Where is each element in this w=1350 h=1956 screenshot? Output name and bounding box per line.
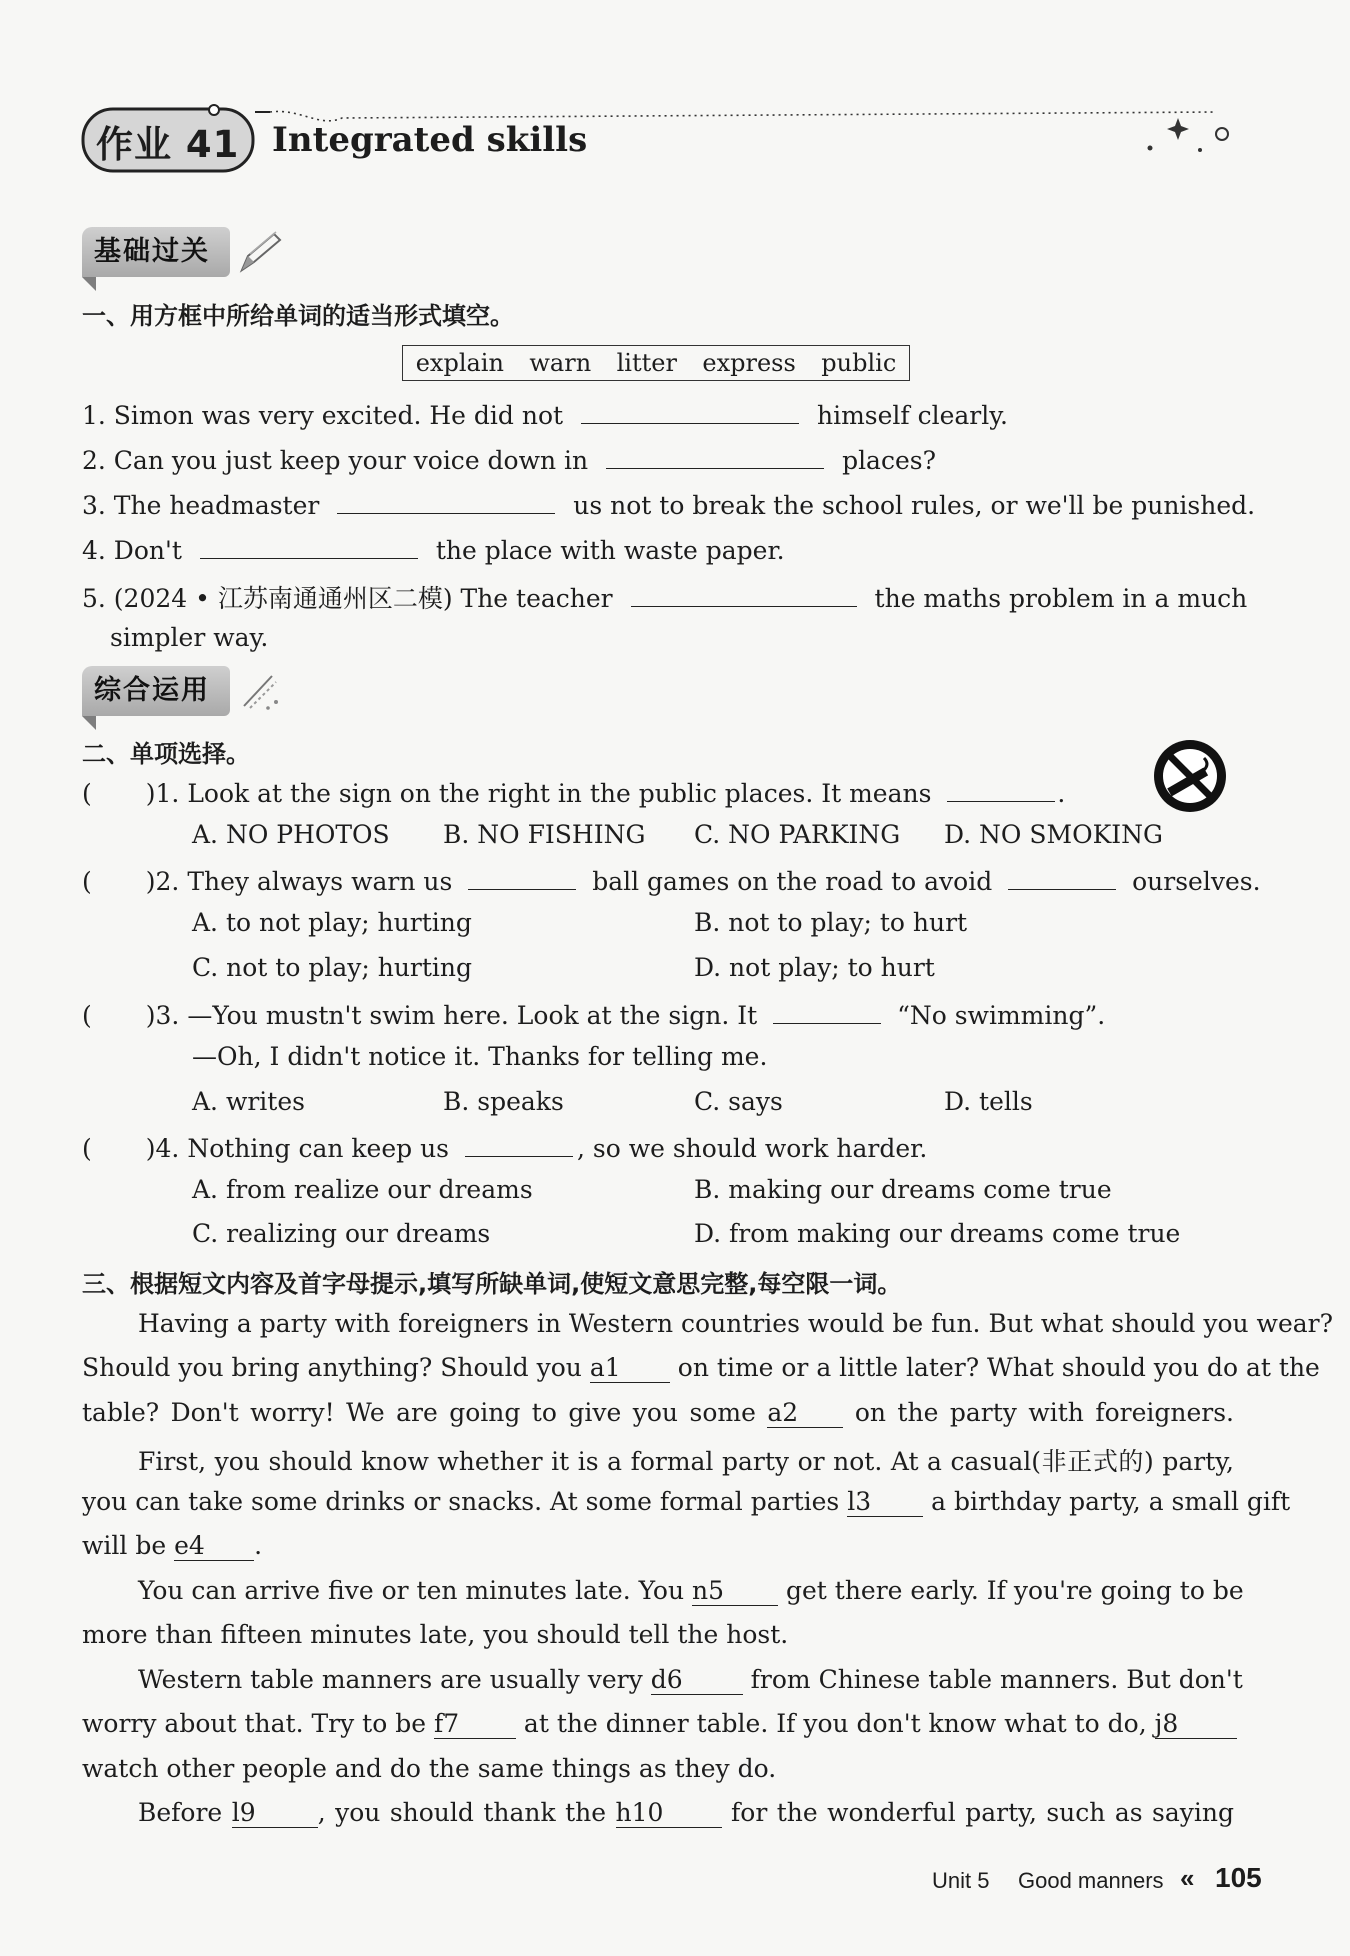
section-tag-comprehensive: 综合运用 — [82, 666, 230, 716]
cloze-blank-8[interactable]: j 8 — [1155, 1709, 1237, 1739]
passage-line: Before l 9 , you should thank the h 10 for the wonderful party, such as saying — [138, 1798, 1234, 1827]
q1-option-a[interactable]: A. NO PHOTOS — [192, 820, 390, 849]
word-warn: warn — [529, 349, 592, 377]
q1-option-c[interactable]: C. NO PARKING — [694, 820, 901, 849]
word-public: public — [821, 349, 897, 377]
passage-line: Western table manners are usually very d 6 from Chinese table manners. But don't — [138, 1665, 1243, 1694]
double-chevron-left-icon: « — [1180, 1863, 1195, 1893]
answer-blank[interactable] — [581, 398, 799, 424]
passage-line: more than fifteen minutes late, you should tell the host. — [82, 1620, 789, 1649]
answer-blank[interactable] — [773, 998, 881, 1024]
word-express: express — [702, 349, 796, 377]
homework-badge: 作业 41 — [96, 123, 240, 166]
cloze-blank-5[interactable]: n 5 — [692, 1576, 778, 1606]
q4-option-a[interactable]: A. from realize our dreams — [192, 1175, 533, 1204]
passage-line: worry about that. Try to be f 7 at the dinner table. If you don't know what to do, j 8 — [82, 1709, 1234, 1739]
q3-reply: —Oh, I didn't notice it. Thanks for telling me. — [192, 1042, 768, 1071]
tag-fold — [82, 277, 96, 291]
section1-heading: 一、用方框中所给单词的适当形式填空。 — [82, 302, 514, 330]
cloze-blank-1[interactable]: a 1 — [590, 1353, 670, 1383]
question-2: ( )2. They always warn us ball games on the road to avoid ourselves. — [82, 864, 1261, 896]
q2-option-b[interactable]: B. not to play; to hurt — [694, 908, 968, 937]
passage-line: You can arrive five or ten minutes late. You n 5 get there early. If you're going to be — [138, 1576, 1244, 1605]
footer-title: Good manners — [1018, 1868, 1164, 1893]
section-tag-basic: 基础过关 — [82, 227, 230, 277]
cloze-blank-7[interactable]: f 7 — [434, 1709, 516, 1739]
q4-option-c[interactable]: C. realizing our dreams — [192, 1219, 491, 1248]
passage-line: First, you should know whether it is a formal party or not. At a casual(非正式的) party, — [138, 1447, 1234, 1476]
cloze-blank-6[interactable]: d 6 — [651, 1665, 743, 1695]
section3-heading: 三、根据短文内容及首字母提示,填写所缺单词,使短文意思完整,每空限一词。 — [82, 1270, 902, 1298]
answer-blank[interactable] — [606, 443, 824, 469]
question-3: ( )3. —You mustn't swim here. Look at the sign. It “No swimming”. — [82, 998, 1105, 1030]
passage-line: watch other people and do the same things as they do. — [82, 1754, 777, 1783]
passage-line: you can take some drinks or snacks. At some formal parties l 3 a birthday party, a small gift — [82, 1487, 1291, 1516]
cloze-blank-2[interactable]: a 2 — [767, 1398, 843, 1428]
answer-blank[interactable] — [1008, 864, 1116, 890]
q4-option-d[interactable]: D. from making our dreams come true — [694, 1219, 1181, 1248]
answer-paren[interactable]: ( — [82, 867, 92, 896]
fill-item-3: 3. The headmaster us not to break the school rules, or we'll be punished. — [82, 488, 1255, 520]
passage-line: Should you bring anything? Should you a 1 on time or a little later? What should you do at the — [82, 1353, 1320, 1382]
answer-paren[interactable]: ( — [82, 1134, 92, 1163]
page-title: Integrated skills — [272, 120, 588, 160]
header-decoration — [80, 104, 1240, 184]
page-number: 105 — [1215, 1862, 1262, 1893]
q3-option-d[interactable]: D. tells — [944, 1087, 1033, 1116]
footer-unit: Unit 5 — [932, 1868, 990, 1893]
answer-paren[interactable]: ( — [82, 779, 92, 808]
answer-blank[interactable] — [200, 533, 418, 559]
question-1: ( )1. Look at the sign on the right in the public places. It means . — [82, 776, 1065, 808]
q1-option-b[interactable]: B. NO FISHING — [443, 820, 646, 849]
section2-heading: 二、单项选择。 — [82, 740, 250, 768]
passage-line: will be e 4 . — [82, 1531, 263, 1560]
answer-blank[interactable] — [337, 488, 555, 514]
cloze-blank-9[interactable]: l 9 — [232, 1798, 318, 1828]
fill-item-4: 4. Don't the place with waste paper. — [82, 533, 785, 565]
answer-blank[interactable] — [468, 864, 576, 890]
cloze-blank-10[interactable]: h 10 — [616, 1798, 722, 1828]
passage-line: Having a party with foreigners in Western countries would be fun. But what should you wear? — [138, 1309, 1334, 1338]
q4-option-b[interactable]: B. making our dreams come true — [694, 1175, 1112, 1204]
question-4: ( )4. Nothing can keep us , so we should work harder. — [82, 1131, 927, 1163]
word-litter: litter — [616, 349, 677, 377]
fill-item-2: 2. Can you just keep your voice down in places? — [82, 443, 936, 475]
cloze-blank-4[interactable]: e 4 — [174, 1531, 254, 1561]
q3-option-a[interactable]: A. writes — [192, 1087, 305, 1116]
no-smoking-sign-icon — [1150, 736, 1230, 816]
sparkle-pen-icon — [236, 668, 282, 714]
q2-option-d[interactable]: D. not play; to hurt — [694, 953, 935, 982]
passage-line: table? Don't worry! We are going to give you some a 2 on the party with foreigners. — [82, 1398, 1234, 1427]
fill-item-5: 5. (2024 • 江苏南通通州区二模) The teacher the maths problem in a much — [82, 579, 1247, 615]
fill-item-5-cont: simpler way. — [110, 623, 269, 652]
tag-fold — [82, 716, 96, 730]
q3-option-b[interactable]: B. speaks — [443, 1087, 564, 1116]
pencil-icon — [236, 230, 282, 276]
answer-blank[interactable] — [465, 1131, 573, 1157]
q2-option-c[interactable]: C. not to play; hurting — [192, 953, 473, 982]
q3-option-c[interactable]: C. says — [694, 1087, 783, 1116]
cloze-blank-3[interactable]: l 3 — [847, 1487, 923, 1517]
answer-blank[interactable] — [631, 581, 857, 607]
fill-item-1: 1. Simon was very excited. He did not himself clearly. — [82, 398, 1008, 430]
word-explain: explain — [415, 349, 504, 377]
q1-option-d[interactable]: D. NO SMOKING — [944, 820, 1163, 849]
word-box — [402, 345, 910, 381]
answer-blank[interactable] — [947, 776, 1055, 802]
answer-paren[interactable]: ( — [82, 1001, 92, 1030]
q2-option-a[interactable]: A. to not play; hurting — [192, 908, 472, 937]
